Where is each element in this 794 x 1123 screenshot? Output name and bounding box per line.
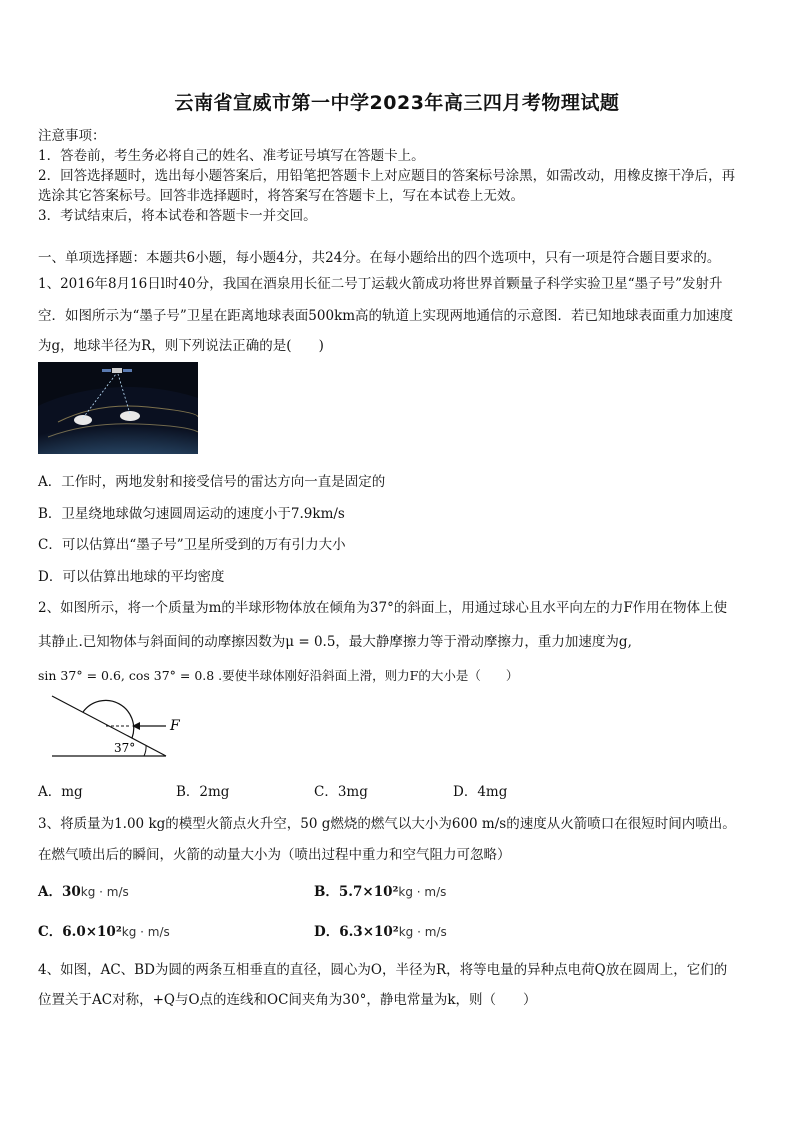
option-label: D．6.3×10² (314, 924, 399, 940)
notice-heading: 注意事项： (38, 128, 106, 144)
option-label: A．30 (38, 884, 81, 900)
option-item (38, 920, 170, 940)
option-item (38, 880, 129, 900)
question-1-text: 空．如图所示为“墨子号”卫星在距离地球表面500km高的轨道上实现两地通信的示意图．若已知地球表面重力加速度 (38, 308, 734, 324)
option-unit: kg · m/s (80, 885, 129, 899)
option-unit: kg · m/s (398, 925, 447, 939)
question-2-text: 2、如图所示，将一个质量为m的半球形物体放在倾角为37°的斜面上，用通过球心且水平向左的力F作用在物体上使 (38, 600, 728, 616)
option-item: D．4mg (453, 784, 508, 800)
option-label: C．6.0×10² (38, 924, 122, 940)
question-2-text: 其静止.已知物体与斜面间的动摩擦因数为μ = 0.5，最大静摩擦力等于滑动摩擦力，重力加速度为g, (38, 634, 632, 650)
earth-illustration (38, 362, 198, 454)
option-item: A．工作时，两地发射和接受信号的雷达方向一直是固定的 (38, 474, 386, 490)
notice-item: 选涂其它答案标号。回答非选择题时，将答案写在答题卡上，写在本试卷上无效。 (38, 188, 524, 204)
option-item: D．可以估算出地球的平均密度 (38, 569, 225, 585)
question-4-text: 4、如图，AC、BD为圆的两条互相垂直的直径，圆心为O，半径为R，将等电量的异种点电荷Q放在圆周上，它们的 (38, 962, 728, 978)
option-label: B．5.7×10² (314, 884, 399, 900)
option-item: C．可以估算出“墨子号”卫星所受到的万有引力大小 (38, 537, 346, 553)
option-item: B．卫星绕地球做匀速圆周运动的速度小于7.9km/s (38, 506, 345, 522)
question-2-text: sin 37° = 0.6, cos 37° = 0.8 .要使半球体刚好沿斜面上滑，则力F的大小是（ ） (38, 668, 519, 683)
force-label: F (170, 718, 180, 734)
option-item: B．2mg (176, 784, 230, 800)
option-unit: kg · m/s (398, 885, 447, 899)
option-item: C．3mg (314, 784, 368, 800)
question-3-text: 3、将质量为1.00 kg的模型火箭点火升空，50 g燃烧的燃气以大小为600 m/s的速度从火箭喷口在很短时间内喷出。 (38, 816, 736, 832)
option-unit: kg · m/s (121, 925, 170, 939)
page-title: 云南省宣威市第一中学2023年高三四月考物理试题 (174, 92, 620, 114)
notice-item: 3．考试结束后，将本试卷和答题卡一并交回。 (38, 208, 317, 224)
question-1-text: 1、2016年8月16日l时40分，我国在酒泉用长征二号丁运载火箭成功将世界首颗量子科学实验卫星“墨子号”发射升 (38, 276, 723, 292)
option-item: A．mg (38, 784, 83, 800)
incline-figure (48, 692, 198, 760)
notice-item: 1．答卷前，考生务必将自己的姓名、准考证号填写在答题卡上。 (38, 148, 425, 164)
option-item (314, 920, 447, 940)
option-item (314, 880, 446, 900)
question-1-text: 为g，地球半径为R，则下列说法正确的是( ) (38, 338, 324, 354)
satellite-earth-image (38, 362, 198, 454)
question-4-text: 位置关于AC对称，+Q与O点的连线和OC间夹角为30°，静电常量为k，则（ ） (38, 992, 537, 1008)
angle-label: 37° (114, 741, 136, 755)
satellite-icon (112, 368, 122, 373)
section-heading: 一、单项选择题：本题共6小题，每小题4分，共24分。在每小题给出的四个选项中，只有一项是符合题目要求的。 (38, 250, 721, 266)
question-3-text: 在燃气喷出后的瞬间，火箭的动量大小为（喷出过程中重力和空气阻力可忽略） (38, 847, 511, 863)
notice-item: 2．回答选择题时，选出每小题答案后，用铅笔把答题卡上对应题目的答案标号涂黑，如需改动，用橡皮擦干净后，再 (38, 168, 736, 184)
